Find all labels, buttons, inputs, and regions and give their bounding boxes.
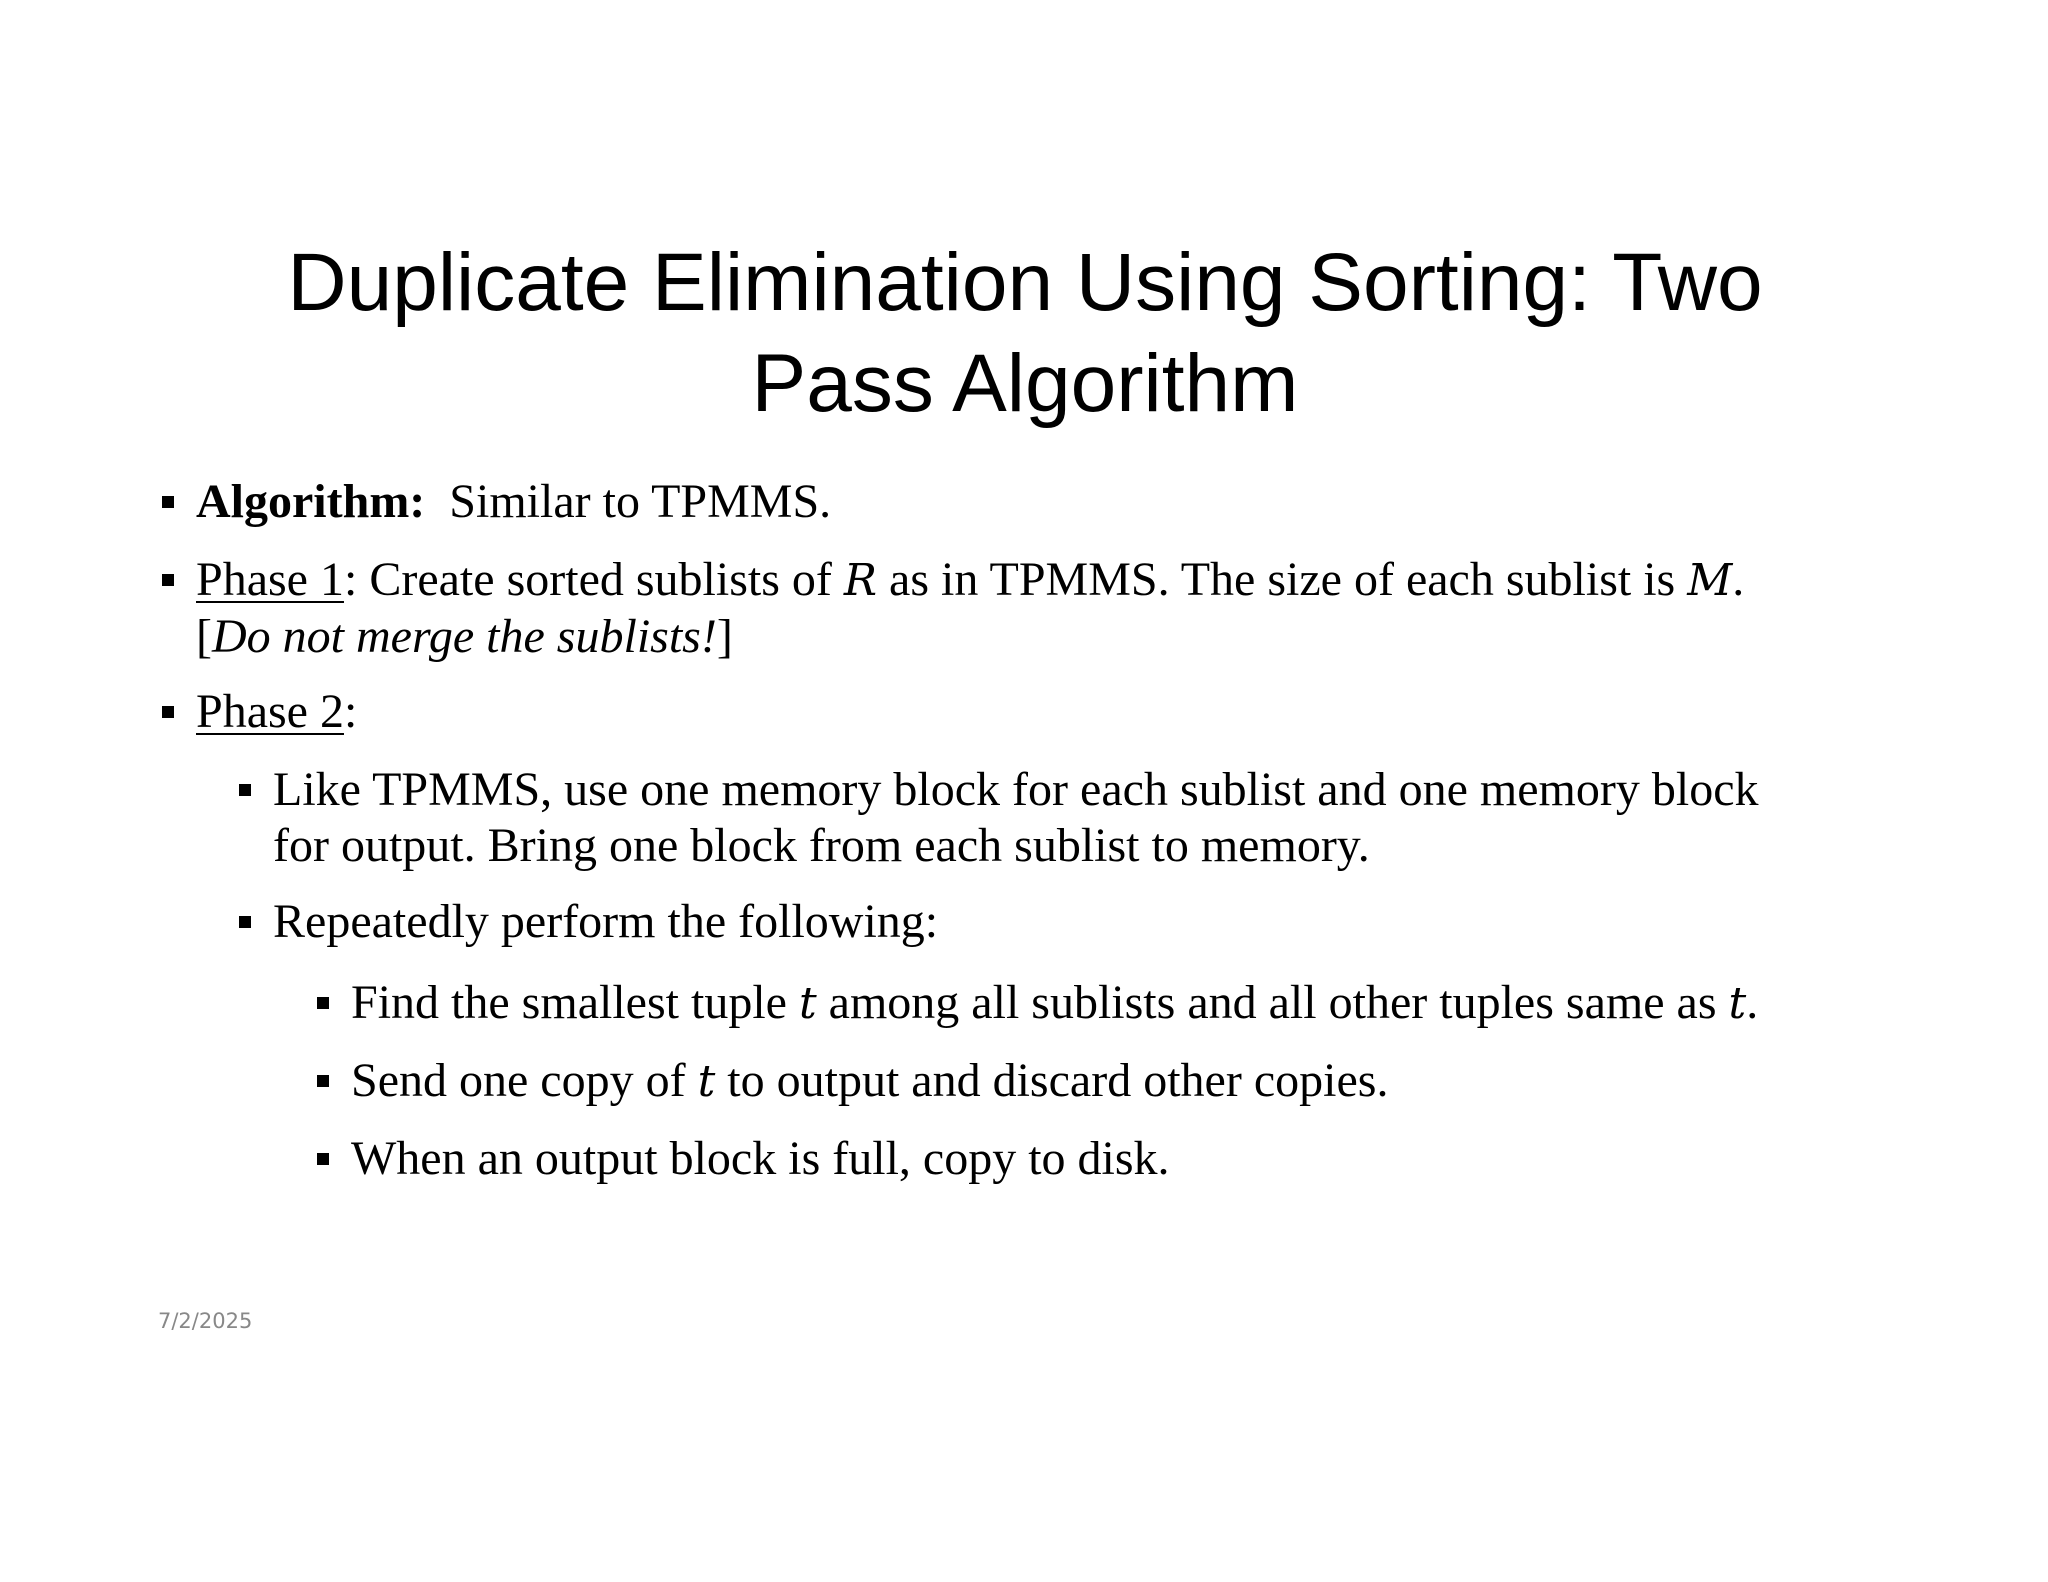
bullet-algorithm [196,474,831,530]
square-bullet-icon [162,496,174,508]
slide-title-line-2: Pass Algorithm [751,338,1299,429]
slide-title-line-1: Duplicate Elimination Using Sorting: Two [287,237,1763,328]
sub-bullet-1-line-1: Like TPMMS, use one memory block for each sublist and one memory block [273,763,1759,816]
step-2-text-b: to output and discard other copies. [715,1054,1389,1107]
slide-title [180,232,1870,434]
square-bullet-icon [162,706,174,718]
sub-bullet-memory-blocks [273,762,1759,874]
phase-1-text-c: . [1732,553,1745,606]
var-r: R [843,555,878,606]
step-2-text-a: Send one copy of [351,1054,698,1107]
sub-bullet-2-text: Repeatedly perform the following: [273,895,939,948]
step-3-text: When an output block is full, copy to disk. [351,1132,1170,1185]
bullet-phase-2 [196,684,357,740]
bracket-close: ] [716,610,733,663]
step-1-text-a: Find the smallest tuple [351,976,799,1029]
square-bullet-icon [239,784,251,796]
step-1-text-c: . [1746,976,1759,1029]
algorithm-label: Algorithm: [196,475,426,528]
sub-bullet-repeat [273,894,938,950]
var-m: M [1687,555,1733,606]
sub-bullet-1-line-2: for output. Bring one block from each sublist to memory. [273,819,1370,872]
square-bullet-icon [162,574,174,586]
step-find-smallest [351,975,1758,1032]
phase-1-text-a: : Create sorted sublists of [343,553,844,606]
var-t: t [1728,978,1747,1029]
phase-1-note: Do not merge the sublists! [211,610,717,663]
phase-1-label: Phase 1 [196,553,344,606]
var-t: t [697,1056,716,1107]
algorithm-text: Similar to TPMMS. [449,475,832,528]
phase-1-line-2 [196,609,1744,665]
square-bullet-icon [317,997,329,1009]
square-bullet-icon [317,1153,329,1165]
bullet-phase-1 [196,552,1744,665]
phase-2-label: Phase 2 [196,685,344,738]
step-1-text-b: among all sublists and all other tuples same as [816,976,1729,1029]
step-copy-to-disk [351,1131,1170,1187]
bracket-open: [ [196,610,212,663]
square-bullet-icon [317,1075,329,1087]
phase-2-colon: : [343,685,358,738]
square-bullet-icon [239,916,251,928]
phase-1-line-1 [196,552,1744,609]
footer-date: 7/2/2025 [158,1309,253,1333]
step-send-copy [351,1053,1388,1110]
var-t: t [798,978,817,1029]
phase-1-text-b: as in TPMMS. The size of each sublist is [877,553,1688,606]
